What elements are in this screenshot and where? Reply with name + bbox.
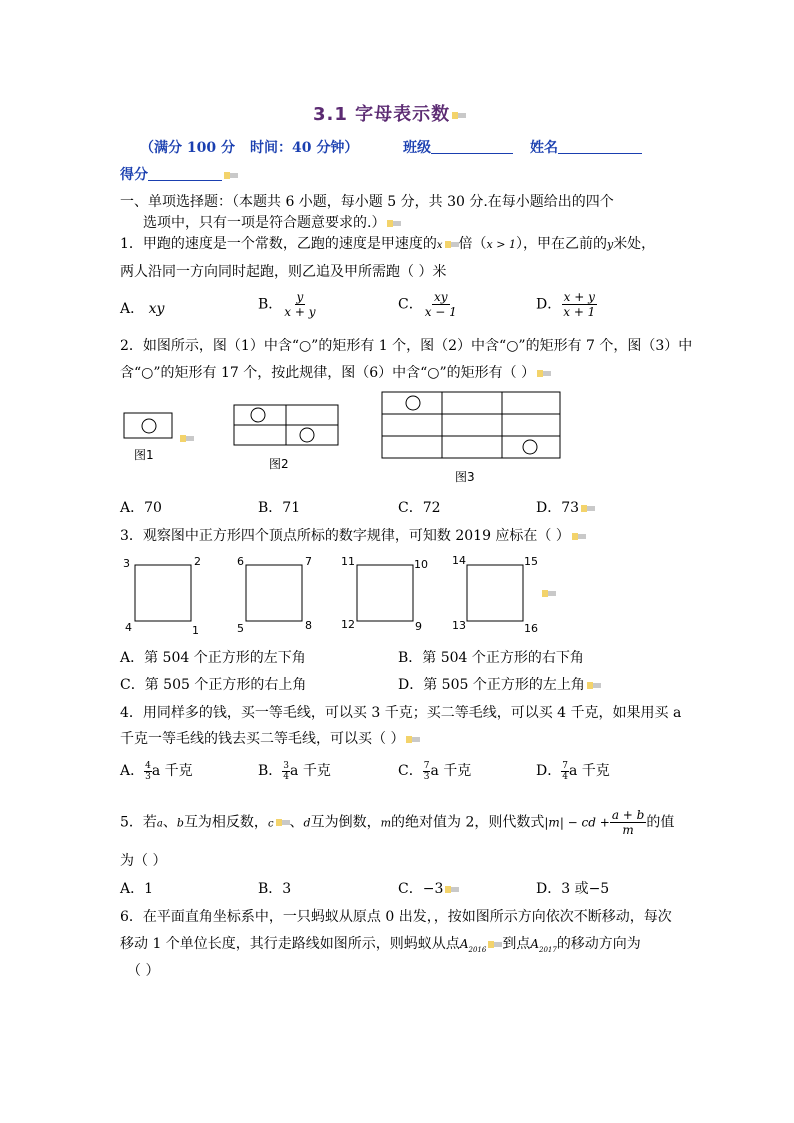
q1-option-b: B． $\frac{y}{x + y}$	[258, 290, 316, 319]
section-heading-line2: 选项中，只有一项是符合题意要求的.）	[143, 212, 401, 232]
corner-tl: 11	[341, 555, 355, 568]
q5-option-b: B．3	[258, 881, 292, 897]
q2-stem-line1: 2．如图所示，图（1）中含“○”的矩形有 1 个，图（2）中含“○”的矩形有 7 个，图（3）中	[120, 338, 693, 354]
corner-tl: 14	[452, 554, 466, 567]
corner-bl: 12	[341, 618, 355, 631]
watermark-icon	[445, 240, 459, 249]
square-3	[341, 555, 428, 633]
q3-stem: 3．观察图中正方形四个顶点所标的数字规律，可知数 2019 应标在（ ）	[120, 525, 586, 545]
q2-stem-line2: 含“○”的矩形有 17 个，按此规律，图（6）中含“○”的矩形有（ ）	[120, 362, 551, 382]
square-4	[452, 554, 538, 635]
corner-tr: 2	[194, 555, 201, 568]
corner-bl: 5	[237, 622, 244, 635]
q2-option-c: C．72	[398, 500, 441, 516]
corner-tr: 7	[305, 555, 312, 568]
fig2-circle	[300, 428, 314, 442]
fig3-circle	[523, 440, 537, 454]
section-heading-line1: 一、单项选择题：（本题共 6 小题，每小题 5 分，共 30 分.在每小题给出的四个	[120, 194, 614, 210]
fig3-label: 图3	[455, 470, 475, 484]
q4-option-a: A． $\frac{4}{3}$ a 千克	[120, 760, 193, 782]
watermark-icon	[387, 219, 401, 228]
q5-stem-line2: 为（ ）	[120, 853, 167, 869]
watermark-icon	[572, 532, 586, 541]
q3-option-a: A．第 504 个正方形的左下角	[120, 650, 306, 666]
corner-br: 16	[524, 622, 538, 635]
corner-tr: 10	[414, 558, 428, 571]
watermark-icon	[452, 111, 466, 120]
corner-br: 1	[192, 624, 199, 637]
q6-stem-line1: 6．在平面直角坐标系中，一只蚂蚁从原点 0 出发，，按如图所示方向依次不断移动，每次	[120, 909, 672, 925]
fig2-label: 图2	[269, 457, 289, 471]
q3-option-b: B．第 504 个正方形的右下角	[398, 650, 584, 666]
q2-option-b: B．71	[258, 500, 301, 516]
watermark-icon	[224, 171, 238, 180]
q4-stem-line2: 千克一等毛线的钱去买二等毛线，可以买（ ）	[120, 728, 420, 748]
q1-stem-line2: 两人沿同一方向同时起跑，则乙追及甲所需跑（ ）米	[120, 264, 447, 280]
square-2	[237, 555, 312, 635]
q2-figures	[110, 385, 580, 490]
watermark-icon	[406, 735, 420, 744]
q4-option-d: D． $\frac{7}{4}$ a 千克	[536, 760, 610, 782]
corner-br: 9	[415, 620, 422, 633]
corner-bl: 13	[452, 619, 466, 632]
time-limit: 时间：40 分钟）	[250, 140, 359, 156]
q2-option-a: A．70	[120, 500, 162, 516]
score-field: 得分	[120, 164, 238, 184]
square-1	[123, 555, 201, 637]
fig1-label: 图1	[134, 448, 154, 462]
watermark-icon	[276, 818, 290, 827]
corner-tl: 6	[237, 555, 244, 568]
fig3-circle	[406, 396, 420, 410]
q6-stem-line3: （ ）	[127, 963, 160, 979]
q3-option-d: D．第 505 个正方形的左上角	[398, 674, 601, 694]
corner-bl: 4	[125, 621, 132, 634]
q3-option-c: C．第 505 个正方形的右上角	[120, 677, 307, 693]
q5-option-d: D．3 或−5	[536, 881, 610, 897]
watermark-icon	[488, 940, 502, 949]
full-score: （满分 100 分	[140, 140, 235, 156]
q4-stem-line1: 4．用同样多的钱，买一等毛线，可以买 3 千克；买二等毛线，可以买 4 千克，如果用买 a	[120, 705, 682, 721]
q5-option-a: A．1	[120, 881, 154, 897]
fig2-circle	[251, 408, 265, 422]
q1-stem-line1: 1．甲跑的速度是一个常数，乙跑的速度是甲速度的x 倍（x > 1），甲在乙前的y米处，	[120, 236, 656, 252]
page-title: 3.1 字母表示数	[313, 100, 466, 126]
q2-option-d: D．73	[536, 497, 595, 517]
q5-option-c: C．−3	[398, 878, 459, 898]
q6-stem-line2: 移动 1 个单位长度，其行走路线如图所示，则蚂蚁从点$A_{2016}$ 到点$A_{2017}$的移动方向为	[120, 936, 641, 954]
q1-option-c: C． $\frac{xy}{x - 1}$	[398, 290, 457, 319]
class-field: 班级	[403, 137, 513, 157]
fig3-rect	[382, 392, 560, 458]
fig1-rect	[124, 413, 172, 438]
q3-squares	[115, 550, 575, 640]
q1-option-d: D． $\frac{x + y}{x + 1}$	[536, 290, 596, 319]
watermark-icon	[581, 504, 595, 513]
name-field: 姓名	[530, 137, 642, 157]
q1-option-a: A． xy	[120, 301, 165, 317]
q4-option-c: C． $\frac{7}{3}$ a 千克	[398, 760, 472, 782]
corner-tl: 3	[123, 557, 130, 570]
fig1-circle	[142, 419, 156, 433]
watermark-icon	[445, 885, 459, 894]
q5-stem-line1: 5．若a、b互为相反数，c 、d互为倒数，m的绝对值为 2，则代数式|m| − cd + $\frac{a + b}{m}$ 的值	[120, 808, 675, 837]
corner-tr: 15	[524, 555, 538, 568]
watermark-icon	[587, 681, 601, 690]
q4-option-b: B． $\frac{3}{4}$ a 千克	[258, 760, 331, 782]
watermark-icon	[537, 369, 551, 378]
corner-br: 8	[305, 619, 312, 632]
